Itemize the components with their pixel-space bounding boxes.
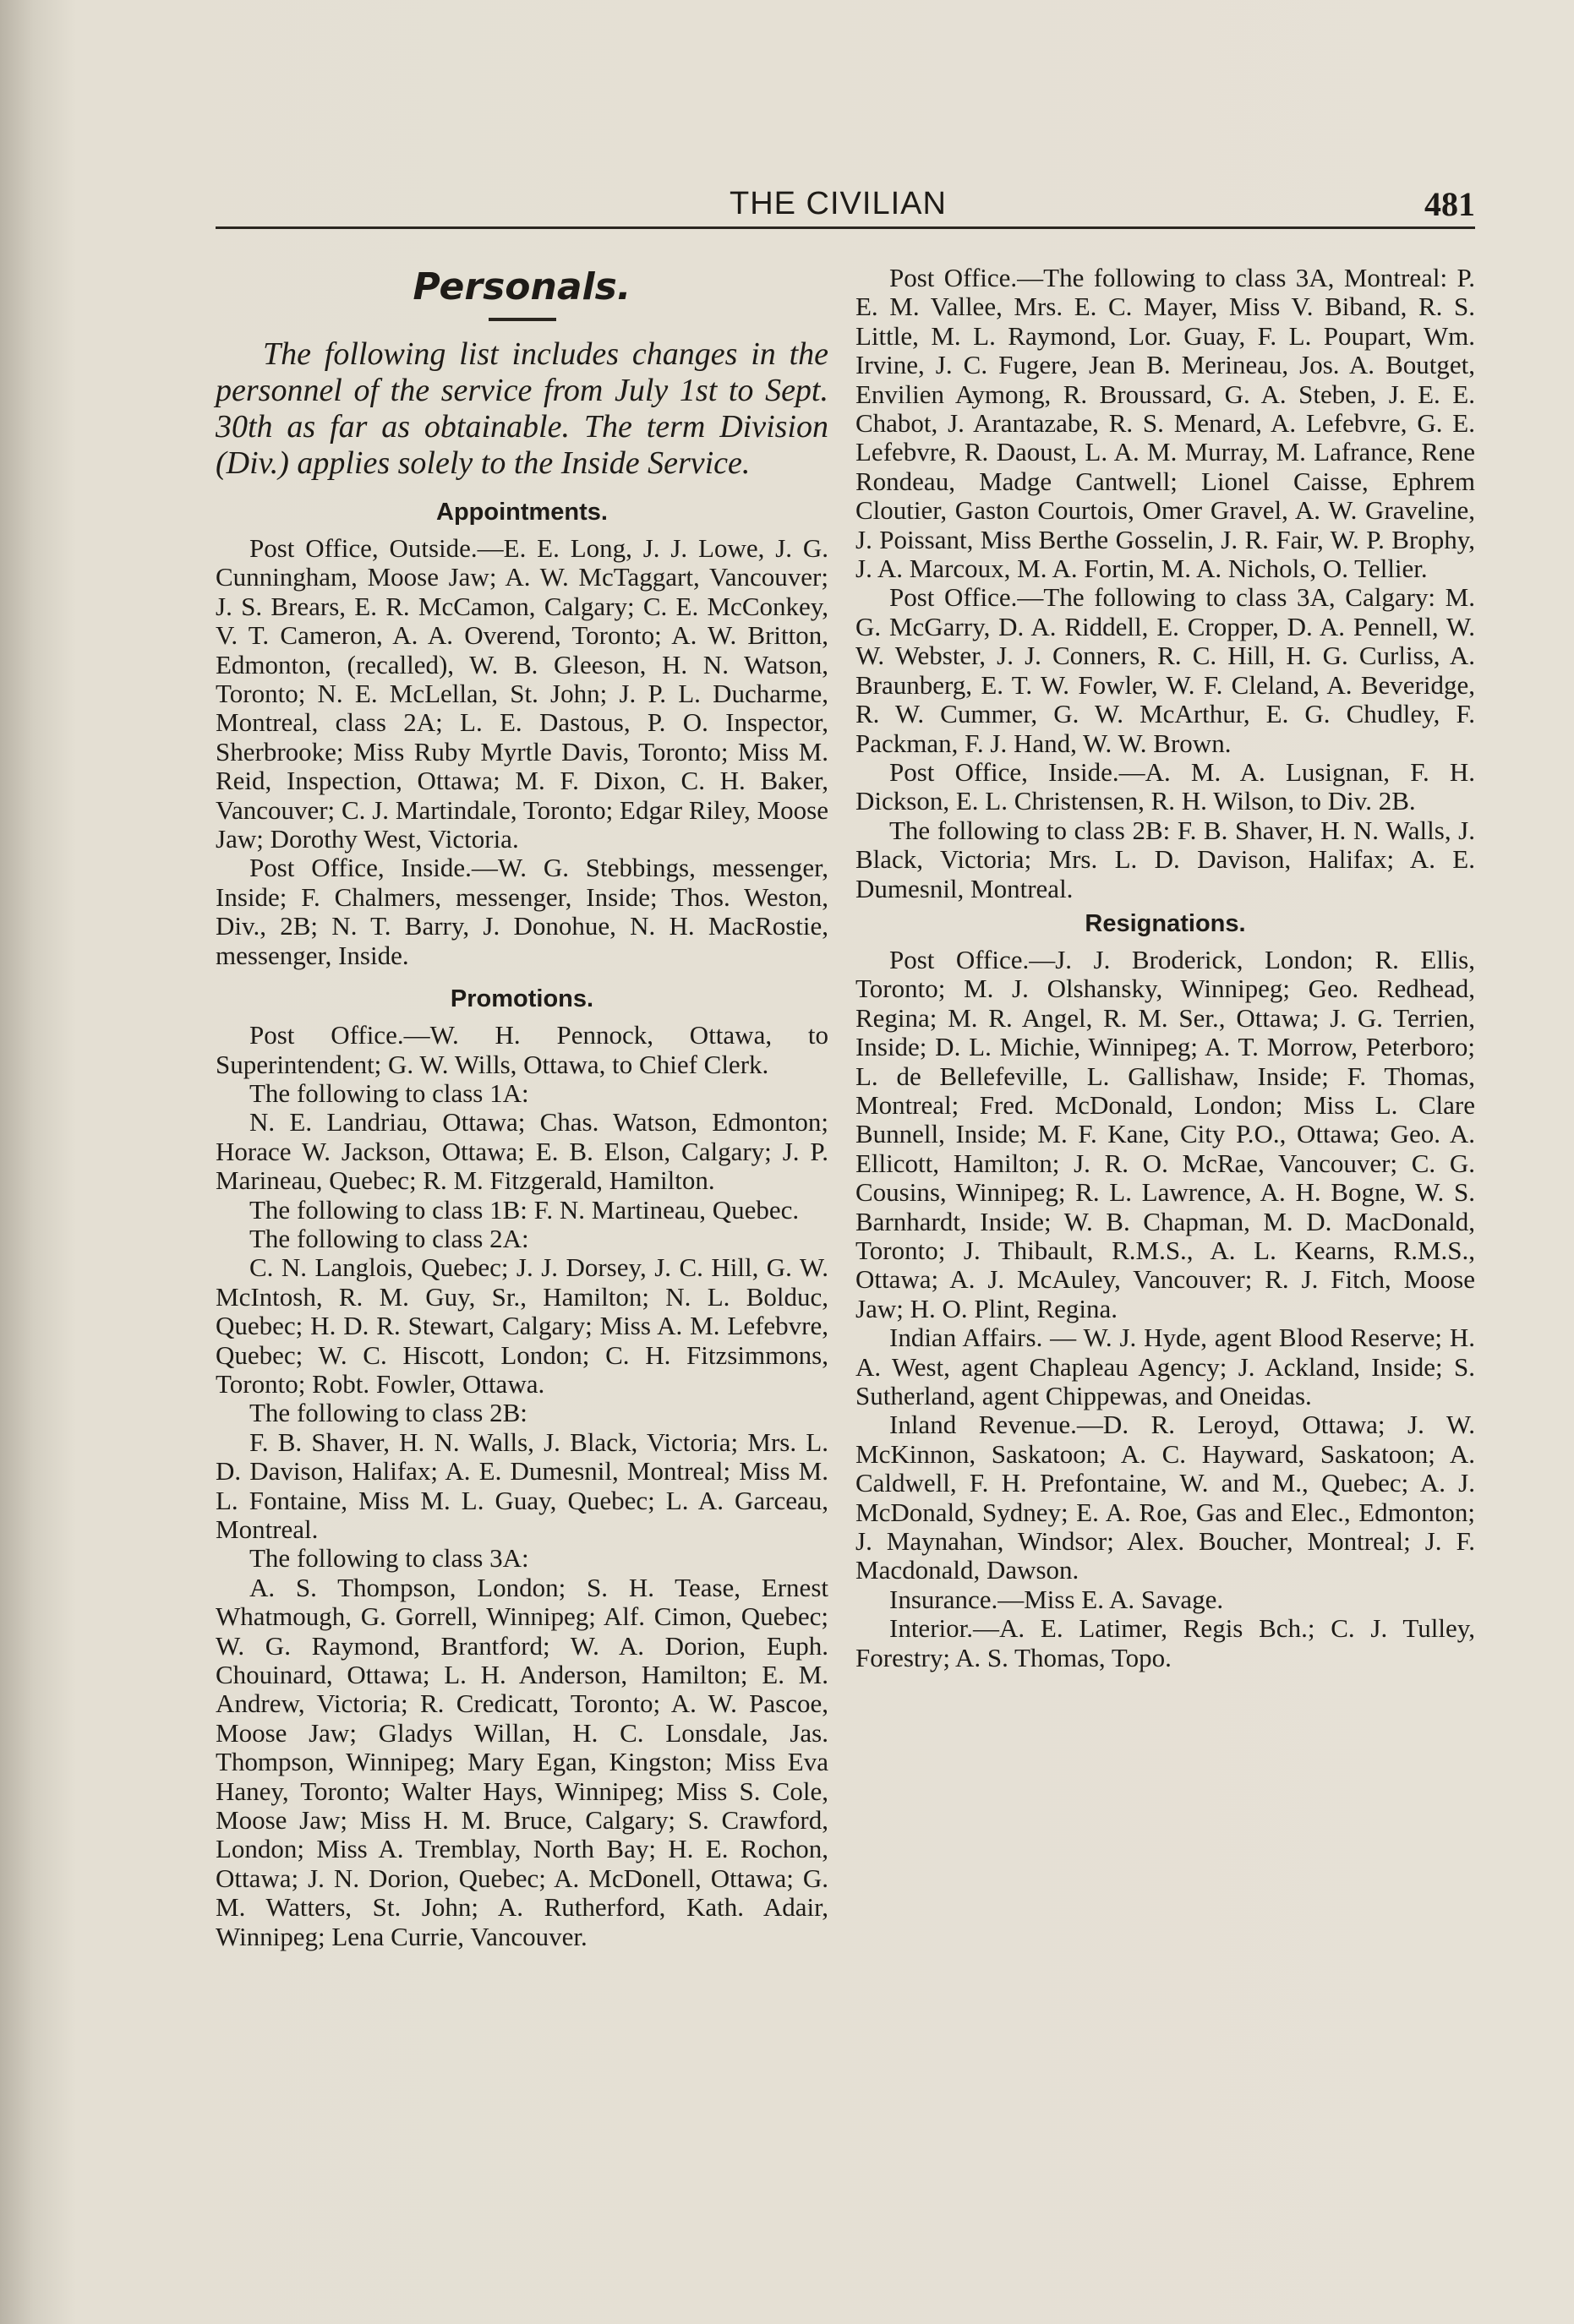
resignations-paragraph: Inland Revenue.—D. R. Leroyd, Ottawa; J. W. McKinnon, Saskatoon; A. C. Hayward, Saskatoon; A. Caldwell, F. H. Prefontaine, W. and M., Quebec; A. J. McDonald, Sydney; E. A. Roe, Gas and Elec., Edmonton; J. Maynahan, Windsor; Alex. Boucher, Montreal; J. F. Macdonald, Dawson.	[855, 1410, 1475, 1585]
title-rule	[489, 318, 556, 321]
promotions-paragraph: F. B. Shaver, H. N. Walls, J. Black, Victoria; Mrs. L. D. Davison, Halifax; A. E. Dumesnil, Montreal; Miss M. L. Fontaine, Miss M. L. Guay, Quebec; L. A. Garceau, Montreal.	[216, 1427, 828, 1544]
resignations-heading: Resignations.	[1085, 909, 1246, 937]
resignations-paragraph: Indian Affairs. — W. J. Hyde, agent Blood Reserve; H. A. West, agent Chapleau Agency; J. Ackland, Inside; S. Sutherland, agent Chippewas, and Oneidas.	[855, 1323, 1475, 1411]
appointments-paragraph: Post Office, Inside.—W. G. Stebbings, messenger, Inside; F. Chalmers, messenger, Inside; Thos. Weston, Div., 2B; N. T. Barry, J. Donohue, N. H. MacRostie, messenger, Inside.	[216, 853, 828, 970]
promotions-paragraph: Post Office.—W. H. Pennock, Ottawa, to Superintendent; G. W. Wills, Ottawa, to Chief Clerk.	[216, 1020, 828, 1079]
appointments-heading: Appointments.	[436, 499, 608, 526]
promotions-paragraph: The following to class 1A:	[249, 1077, 529, 1108]
header-rule	[216, 226, 1475, 229]
resignations-paragraph: Post Office.—J. J. Broderick, London; R. Ellis, Toronto; M. J. Olshansky, Winnipeg; Geo. Redhead, Regina; M. R. Angel, R. M. Ser., Ottawa; J. G. Terrien, Inside; D. L. Michie, Winnipeg; A. T. Morrow, Peterboro; L. de Bellefeville, L. Gallishaw, Inside; F. Thomas, Montreal; Fred. McDonald, London; Miss L. Clare Bunnell, Inside; M. F. Kane, City P.O., Ottawa; Geo. A. Ellicott, Hamilton; J. R. O. McRae, Vancouver; C. G. Cousins, Winnipeg; R. L. Lawrence, A. H. Bogne, W. S. Barnhardt, Inside; W. B. Chapman, M. D. MacDonald, Toronto; J. Thibault, R.M.S., A. L. Kearns, R.M.S., Ottawa; A. J. McAuley, Vancouver; R. J. Fitch, Moose Jaw; H. O. Plint, Regina.	[855, 944, 1475, 1323]
promotions-paragraph: The following to class 2A:	[249, 1223, 529, 1253]
promotions-paragraph: Post Office.—The following to class 3A, Calgary: M. G. McGarry, D. A. Riddell, E. Cropper, D. A. Pennell, W. W. Webster, J. J. Conners, R. C. Hill, H. G. Curliss, A. Braunberg, E. T. W. Fowler, W. F. Cleland, A. Beveridge, R. W. Cummer, G. W. McArthur, E. G. Chudley, F. Packman, F. J. Hand, W. W. Brown.	[855, 582, 1475, 758]
promotions-paragraph: The following to class 2B: F. B. Shaver, H. N. Walls, J. Black, Victoria; Mrs. L. D. Davison, Halifax; A. E. Dumesnil, Montreal.	[855, 815, 1475, 903]
right-column	[855, 264, 1475, 1672]
page-header	[216, 184, 1475, 228]
promotions-paragraph: The following to class 3A:	[249, 1543, 529, 1574]
promotions-paragraph: Post Office.—The following to class 3A, Montreal: P. E. M. Vallee, Mrs. E. C. Mayer, Miss V. Biband, R. S. Little, M. L. Raymond, Lor. Guay, F. L. Poupart, Wm. Irvine, J. C. Fugere, Jean B. Merineau, Jos. A. Boutget, Envilien Aymong, R. Broussard, G. A. Steben, J. E. E. Chabot, J. Arantazabe, R. S. Menard, A. Lefebvre, G. E. Lefebvre, R. Daoust, L. A. M. Murray, M. Lafrance, Rene Rondeau, Madge Cantwell; Lionel Caisse, Ephrem Cloutier, Gaston Courtois, Omer Gravel, A. W. Graveline, J. Poissant, Miss Berthe Gosselin, J. R. Fair, W. P. Brophy, J. A. Marcoux, M. A. Fortin, M. A. Nichols, O. Tellier.	[855, 263, 1475, 584]
promotions-paragraph: The following to class 2B:	[249, 1398, 527, 1428]
resignations-paragraph: Insurance.—Miss E. A. Savage.	[889, 1584, 1224, 1614]
left-column	[216, 264, 828, 1951]
resignations-paragraph: Interior.—A. E. Latimer, Regis Bch.; C. J. Tulley, Forestry; A. S. Thomas, Topo.	[855, 1613, 1475, 1672]
running-title: THE CIVILIAN	[730, 186, 947, 221]
promotions-paragraph: Post Office, Inside.—A. M. A. Lusignan, F. H. Dickson, E. L. Christensen, R. H. Wilson, to Div. 2B.	[855, 756, 1475, 816]
article-intro: The following list includes changes in the personnel of the service from July 1st to Sept. 30th as far as obtainable. The term Division (Div.) applies solely to the Inside Service.	[216, 336, 828, 481]
page-number: 481	[1424, 185, 1475, 223]
article-title: Personals.	[413, 265, 631, 308]
promotions-paragraph: C. N. Langlois, Quebec; J. J. Dorsey, J. C. Hill, G. W. McIntosh, R. M. Guy, Sr., Hamilton; N. L. Bolduc, Quebec; H. D. R. Stewart, Calgary; Miss A. M. Lefebvre, Quebec; W. C. Hiscott, London; C. H. Fitzsimmons, Toronto; Robt. Fowler, Ottawa.	[216, 1252, 828, 1399]
appointments-paragraph: Post Office, Outside.—E. E. Long, J. J. Lowe, J. G. Cunningham, Moose Jaw; A. W. McTaggart, Vancouver; J. S. Brears, E. R. McCamon, Calgary; C. E. McConkey, V. T. Cameron, A. A. Overend, Toronto; A. W. Britton, Edmonton, (recalled), W. B. Gleeson, H. N. Watson, Toronto; N. E. McLellan, St. John; J. P. L. Ducharme, Montreal, class 2A; L. E. Dastous, P. O. Inspector, Sherbrooke; Miss Ruby Myrtle Davis, Toronto; Miss M. Reid, Inspection, Ottawa; M. F. Dixon, C. H. Baker, Vancouver; C. J. Martindale, Toronto; Edgar Riley, Moose Jaw; Dorothy West, Victoria.	[216, 533, 828, 854]
promotions-paragraph: N. E. Landriau, Ottawa; Chas. Watson, Edmonton; Horace W. Jackson, Ottawa; E. B. Elson, Calgary; J. P. Marineau, Quebec; R. M. Fitzgerald, Hamilton.	[216, 1107, 828, 1196]
promotions-paragraph: A. S. Thompson, London; S. H. Tease, Ernest Whatmough, G. Gorrell, Winnipeg; Alf. Cimon, Quebec; W. G. Raymond, Brantford; W. A. Dorion, Euph. Chouinard, Ottawa; L. H. Anderson, Hamilton; E. M. Andrew, Victoria; R. Credicatt, Toronto; A. W. Pascoe, Moose Jaw; Gladys Willan, H. C. Lonsdale, Jas. Thompson, Winnipeg; Mary Egan, Kingston; Miss Eva Haney, Toronto; Walter Hays, Winnipeg; Miss S. Cole, Moose Jaw; Miss H. M. Bruce, Calgary; S. Crawford, London; Miss A. Tremblay, North Bay; H. E. Rochon, Ottawa; J. N. Dorion, Quebec; A. McDonell, Ottawa; G. M. Watters, St. John; A. Rutherford, Kath. Adair, Winnipeg; Lena Currie, Vancouver.	[216, 1572, 828, 1951]
promotions-heading: Promotions.	[450, 985, 594, 1013]
promotions-paragraph: The following to class 1B: F. N. Martineau, Quebec.	[249, 1194, 800, 1225]
